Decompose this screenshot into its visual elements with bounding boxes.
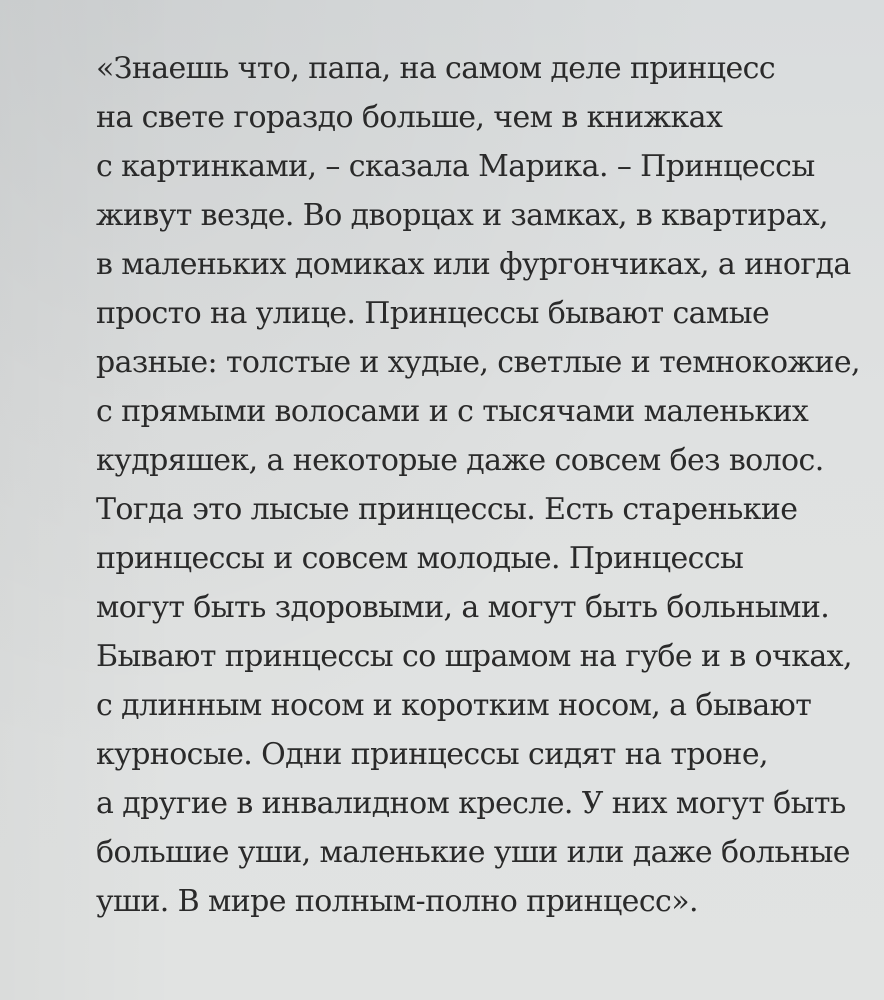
passage-line: а другие в инвалидном кресле. У них могут быть — [96, 786, 846, 821]
passage-line: большие уши, маленькие уши или даже больные — [96, 835, 850, 870]
passage-line: Тогда это лысые принцессы. Есть старенькие — [96, 492, 798, 527]
passage-line: кудряшек, а некоторые даже совсем без волос. — [96, 443, 824, 478]
passage-line: «Знаешь что, папа, на самом деле принцесс — [96, 51, 776, 86]
passage-line: могут быть здоровыми, а могут быть больными. — [96, 590, 830, 625]
passage-line: Бывают принцессы со шрамом на губе и в очках, — [96, 639, 852, 674]
passage-line: живут везде. Во дворцах и замках, в квартирах, — [96, 198, 828, 233]
passage-line: принцессы и совсем молодые. Принцессы — [96, 541, 744, 576]
passage-line: уши. В мире полным-полно принцесс». — [96, 884, 698, 919]
passage-line: на свете гораздо больше, чем в книжках — [96, 100, 723, 135]
passage — [96, 44, 860, 926]
passage-line: просто на улице. Принцессы бывают самые — [96, 296, 770, 331]
passage-line: курносые. Одни принцессы сидят на троне, — [96, 737, 768, 772]
passage-line: в маленьких домиках или фургончиках, а иногда — [96, 247, 851, 282]
passage-line: разные: толстые и худые, светлые и темнокожие, — [96, 345, 860, 380]
passage-line: с длинным носом и коротким носом, а бывают — [96, 688, 812, 723]
passage-line: с прямыми волосами и с тысячами маленьких — [96, 394, 809, 429]
passage-line: с картинками, – сказала Марика. – Принцессы — [96, 149, 815, 184]
